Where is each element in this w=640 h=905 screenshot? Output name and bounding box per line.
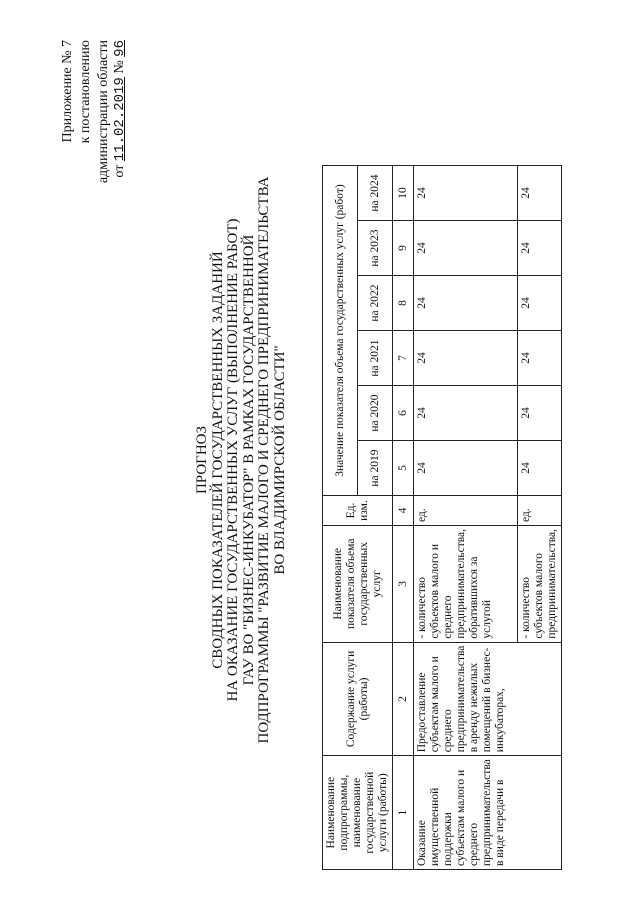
title-line: ВО ВЛАДИМИРСКОЙ ОБЛАСТИ" <box>271 345 288 575</box>
header-content: Содержание услуги (работы) <box>323 642 393 756</box>
title-line: ГАУ ВО "БИЗНЕС-ИНКУБАТОР" В РАМКАХ ГОСУДАРСТВЕННОЙ <box>240 234 257 686</box>
header-year: на 2021 <box>358 331 393 386</box>
indicator-cell: - количество субъектов малого и среднего предпринимательства, обратившихся за услугой <box>414 526 518 643</box>
value-cell: 24 <box>414 331 518 386</box>
date-prefix: от <box>112 164 127 178</box>
column-number: 1 <box>393 756 414 870</box>
value-cell: 24 <box>414 276 518 331</box>
value-cell: 24 <box>518 166 562 221</box>
column-number: 7 <box>393 331 414 386</box>
header-year: на 2019 <box>358 441 393 496</box>
forecast-table <box>322 165 562 870</box>
indicator-cell: - количество субъектов малого предпринимательства, <box>518 526 562 643</box>
number-value: 96 <box>112 40 128 57</box>
value-cell: 24 <box>518 441 562 496</box>
value-cell: 24 <box>518 221 562 276</box>
unit-cell: ед. <box>518 496 562 526</box>
title-line: СВОДНЫХ ПОКАЗАТЕЛЕЙ ГОСУДАРСТВЕННЫХ ЗАДАНИЙ <box>209 251 226 669</box>
appendix-decree: к постановлению <box>78 40 93 144</box>
column-number: 2 <box>393 642 414 756</box>
column-number: 5 <box>393 441 414 496</box>
value-cell: 24 <box>518 331 562 386</box>
value-cell: 24 <box>518 276 562 331</box>
number-prefix: № <box>112 60 127 74</box>
column-number: 6 <box>393 386 414 441</box>
table-row <box>414 166 518 870</box>
document-title <box>195 155 288 765</box>
header-subprogram: Наименование подпрограммы, наименование государственной услуги (работы) <box>323 756 393 870</box>
column-number: 8 <box>393 276 414 331</box>
appendix-authority: администрации области <box>96 40 111 184</box>
column-number: 10 <box>393 166 414 221</box>
column-number-row <box>393 166 414 870</box>
value-cell: 24 <box>414 441 518 496</box>
header-unit: Ед. изм. <box>323 496 393 526</box>
header-indicator: Наименование показателя объема государственных услуг <box>323 526 393 643</box>
value-cell: 24 <box>414 221 518 276</box>
column-number: 4 <box>393 496 414 526</box>
value-cell: 24 <box>414 166 518 221</box>
title-line: НА ОКАЗАНИЕ ГОСУДАРСТВЕННЫХ УСЛУГ (ВЫПОЛНЕНИЕ РАБОТ) <box>225 218 241 702</box>
date-value: 11.02.2019 <box>112 77 128 162</box>
unit-cell: ед. <box>414 496 518 526</box>
content-cell: Предоставление субъектам малого и среднего предпринимательства в аренду нежилых помещений в бизнес-инкубаторах, <box>414 642 562 756</box>
header-year: на 2022 <box>358 276 393 331</box>
column-number: 9 <box>393 221 414 276</box>
column-number: 3 <box>393 526 414 643</box>
value-cell: 24 <box>518 386 562 441</box>
header-year: на 2020 <box>358 386 393 441</box>
header-year: на 2024 <box>358 166 393 221</box>
subprogram-cell: Оказание имущественной поддержки субъектам малого и среднего предпринимательства в виде передачи в <box>414 756 562 870</box>
appendix-title: Приложение № 7 <box>60 40 75 143</box>
appendix-block <box>0 0 200 905</box>
header-year: на 2023 <box>358 221 393 276</box>
value-cell: 24 <box>414 386 518 441</box>
header-values-group: Значение показателя объема государственных услуг (работ) <box>323 166 358 496</box>
title-line: ПОДПРОГРАММЫ "РАЗВИТИЕ МАЛОГО И СРЕДНЕГО ПРЕДПРИНИМАТЕЛЬСТВА <box>256 176 272 744</box>
appendix-date-line <box>112 40 128 178</box>
title-line: ПРОГНОЗ <box>194 425 210 495</box>
